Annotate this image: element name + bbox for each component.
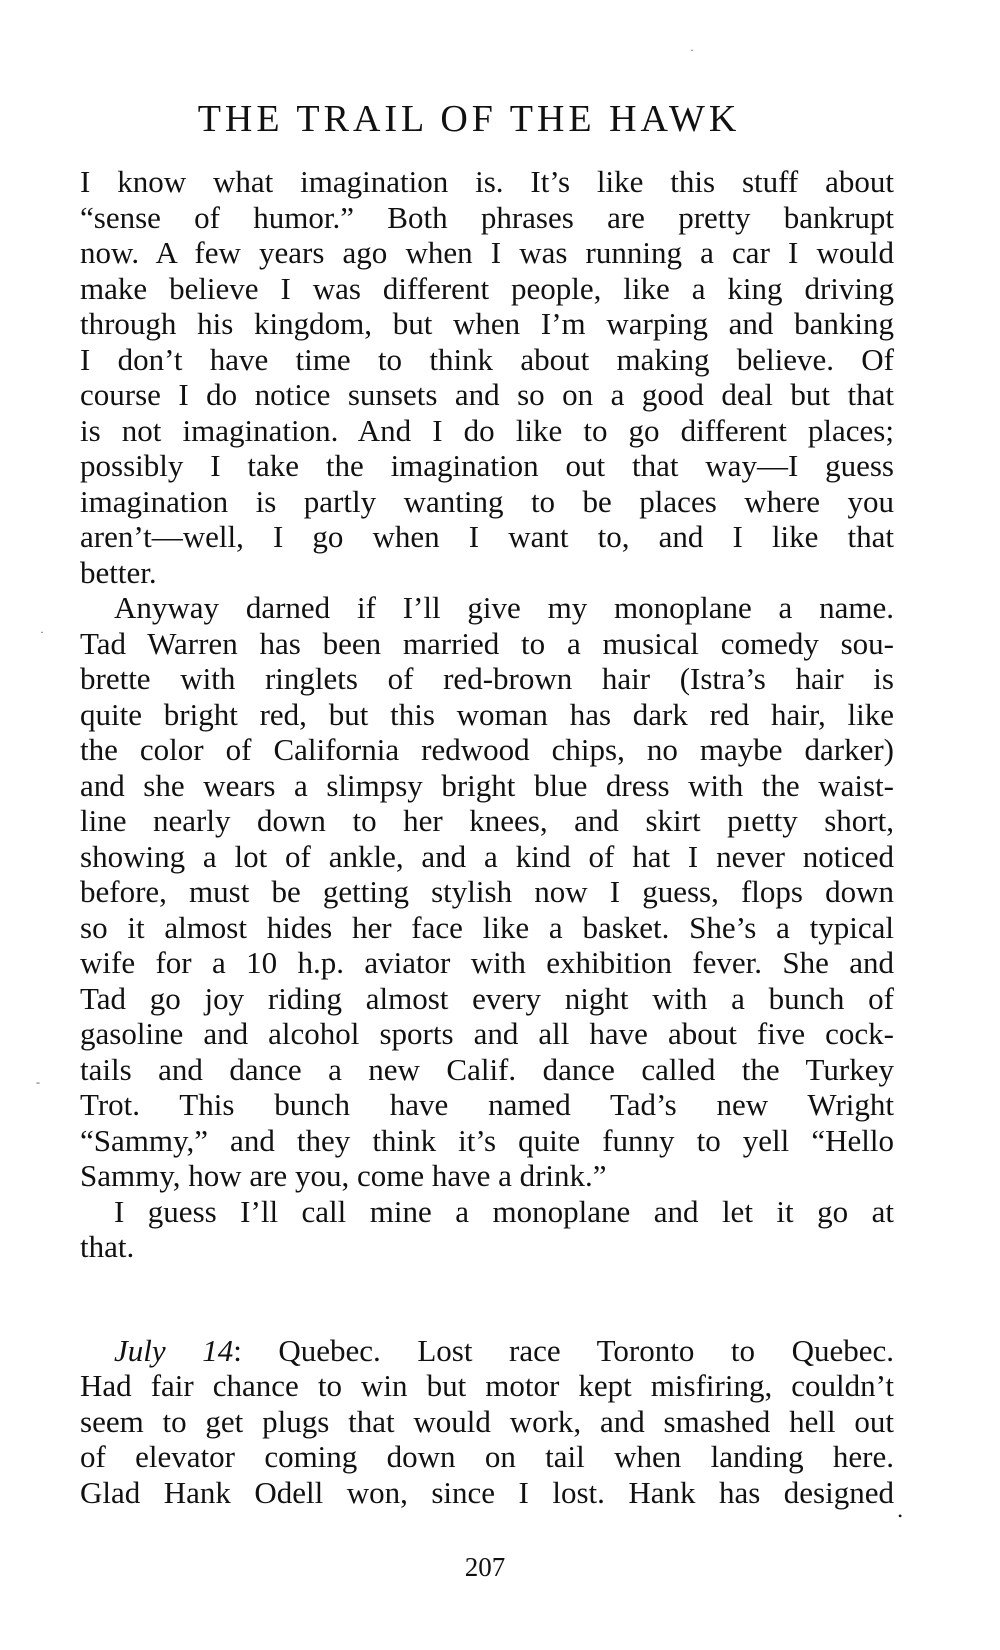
text-line: line nearly down to her knees, and skirt pıetty short, [80,803,894,838]
text-line: better. [80,554,157,590]
text-line: is not imagination. And I do like to go different places; [80,412,894,448]
text-line: gasoline and alcohol sports and all have about five cock- [80,1016,894,1051]
section-spacer [80,1265,894,1333]
text-line: Trot. This bunch have named Tad’s new Wright [80,1087,894,1122]
paragraph-monoplane-name [80,590,894,1194]
text-line: “Sammy,” and they think it’s quite funny to yell “Hello [80,1122,894,1158]
diary-entry-july-14 [80,1333,894,1511]
text-line: “sense of humor.” Both phrases are pretty bankrupt [80,199,894,235]
text-line: so it almost hides her face like a basket. She’s a typical [80,909,894,945]
text-line: quite bright red, but this woman has dark red hair, like [80,696,894,732]
text-line: possibly I take the imagination out that way—I guess [80,448,894,483]
text-line: aren’t—well, I go when I want to, and I like that [80,519,894,554]
text-line: now. A few years ago when I was running a car I would [80,235,894,270]
scan-speck-mark: - [36,1075,40,1089]
running-head: THE TRAIL OF THE HAWK [197,98,741,140]
text-line: Glad Hank Odell won, since I lost. Hank has designed [80,1474,894,1510]
text-line: I guess I’ll call mine a monoplane and let it go at [114,1193,894,1229]
paragraph-imagination [80,164,894,590]
text-line: before, must be getting stylish now I guess, flops down [80,874,894,909]
body-text [80,164,894,1510]
text-line: I don’t have time to think about making believe. Of [80,341,894,377]
text-line: imagination is partly wanting to be places where you [80,483,894,519]
scan-speck-mark: · [690,43,694,57]
text-line: wife for a 10 h.p. aviator with exhibition fever. She and [80,945,894,980]
text-line: that. [80,1229,135,1264]
entry-first-line-text: : Quebec. Lost race Toronto to Quebec. [233,1332,894,1368]
text-line: brette with ringlets of red-brown hair (Istra’s hair is [80,661,894,696]
paragraph-call-it-monoplane [80,1194,894,1265]
entry-first-line [80,1333,894,1369]
text-line: and she wears a slimpsy bright blue dress with the waist- [80,767,894,803]
text-line: the color of California redwood chips, no maybe darker) [80,732,894,767]
text-line: Tad go joy riding almost every night with a bunch of [80,980,894,1016]
text-line: Tad Warren has been married to a musical comedy sou- [80,625,894,661]
text-line: Anyway darned if I’ll give my monoplane a name. [114,590,894,625]
text-line: seem to get plugs that would work, and smashed hell out [80,1403,894,1439]
text-line: tails and dance a new Calif. dance called the Turkey [80,1051,894,1087]
text-line: through his kingdom, but when I’m warping and banking [80,306,894,341]
text-line: Sammy, how are you, come have a drink.” [80,1158,607,1193]
text-line: I know what imagination is. It’s like this stuff about [80,164,894,199]
text-line: of elevator coming down on tail when landing here. [80,1439,894,1474]
text-line: Had fair chance to win but motor kept misfiring, couldn’t [80,1368,894,1403]
text-line: course I do notice sunsets and so on a good deal but that [80,377,894,412]
entry-date: July 14 [114,1332,234,1368]
scan-speck-mark: • [898,1509,903,1523]
page-number: 207 [464,1552,506,1582]
scan-speck-mark: · [40,625,44,639]
text-line: showing a lot of ankle, and a kind of hat I never noticed [80,838,894,874]
text-line: make believe I was different people, like a king driving [80,270,894,306]
